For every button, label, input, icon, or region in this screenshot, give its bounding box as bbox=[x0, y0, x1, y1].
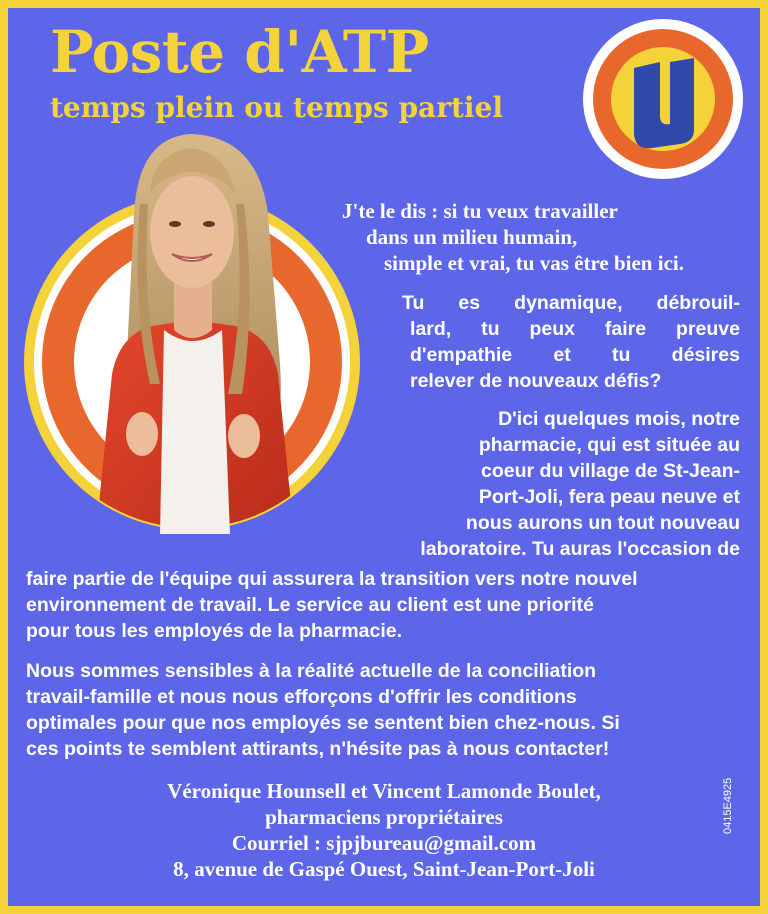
body-line: Tu es dynamique, débrouil- bbox=[402, 292, 740, 314]
logo-letter: U bbox=[582, 5, 594, 22]
intro-line: simple et vrai, tu vas être bien ici. bbox=[384, 251, 684, 275]
body-line: pharmacie, qui est située au bbox=[478, 434, 740, 456]
body-line: relever de nouveaux défis? bbox=[410, 370, 662, 392]
body-line: coeur du village de St-Jean- bbox=[481, 460, 740, 482]
body-line: nous aurons un tout nouveau bbox=[465, 512, 740, 534]
pharmacy-address: 8, avenue de Gaspé Ouest, Saint-Jean-Port-Joli bbox=[173, 857, 595, 881]
body-line: pour tous les employés de la pharmacie. bbox=[26, 620, 403, 642]
owners-role: pharmaciens propriétaires bbox=[265, 805, 503, 829]
body-line: environnement de travail. Le service au client est une priorité bbox=[26, 594, 594, 616]
uniprix-u-logo-icon bbox=[582, 5, 744, 180]
body-line: D'ici quelques mois, notre bbox=[498, 408, 740, 430]
body-line: faire partie de l'équipe qui assurera la transition vers notre nouvel bbox=[26, 568, 638, 590]
ad-subtitle: temps plein ou temps partiel bbox=[50, 91, 503, 124]
body-line: ces points te semblent attirants, n'hésite pas à nous contacter! bbox=[26, 738, 610, 760]
body-line: optimales pour que nos employés se sentent bien chez-nous. Si bbox=[26, 712, 620, 734]
body-line: Port-Joli, fera peau neuve et bbox=[478, 486, 740, 508]
job-posting-ad bbox=[8, 5, 760, 906]
contact-email[interactable]: Courriel : sjpjbureau@gmail.com bbox=[231, 831, 537, 855]
intro-line: dans un milieu humain, bbox=[366, 225, 578, 249]
body-line: Nous sommes sensibles à la réalité actuelle de la conciliation bbox=[26, 660, 597, 682]
intro-line: J'te le dis : si tu veux travailler bbox=[342, 199, 618, 223]
owners-names: Véronique Hounsell et Vincent Lamonde Boulet, bbox=[167, 779, 601, 803]
body-line: laboratoire. Tu auras l'occasion de bbox=[420, 538, 740, 560]
pharmacist-portrait-icon bbox=[22, 134, 362, 554]
ad-title: Poste d'ATP bbox=[50, 18, 429, 86]
body-line: d'empathie et tu désires bbox=[410, 344, 740, 366]
body-line: lard, tu peux faire preuve bbox=[410, 318, 740, 340]
body-line: travail-famille et nous nous efforçons d'offrir les conditions bbox=[26, 686, 577, 708]
ad-reference-code: 0415E4925 bbox=[722, 777, 734, 834]
